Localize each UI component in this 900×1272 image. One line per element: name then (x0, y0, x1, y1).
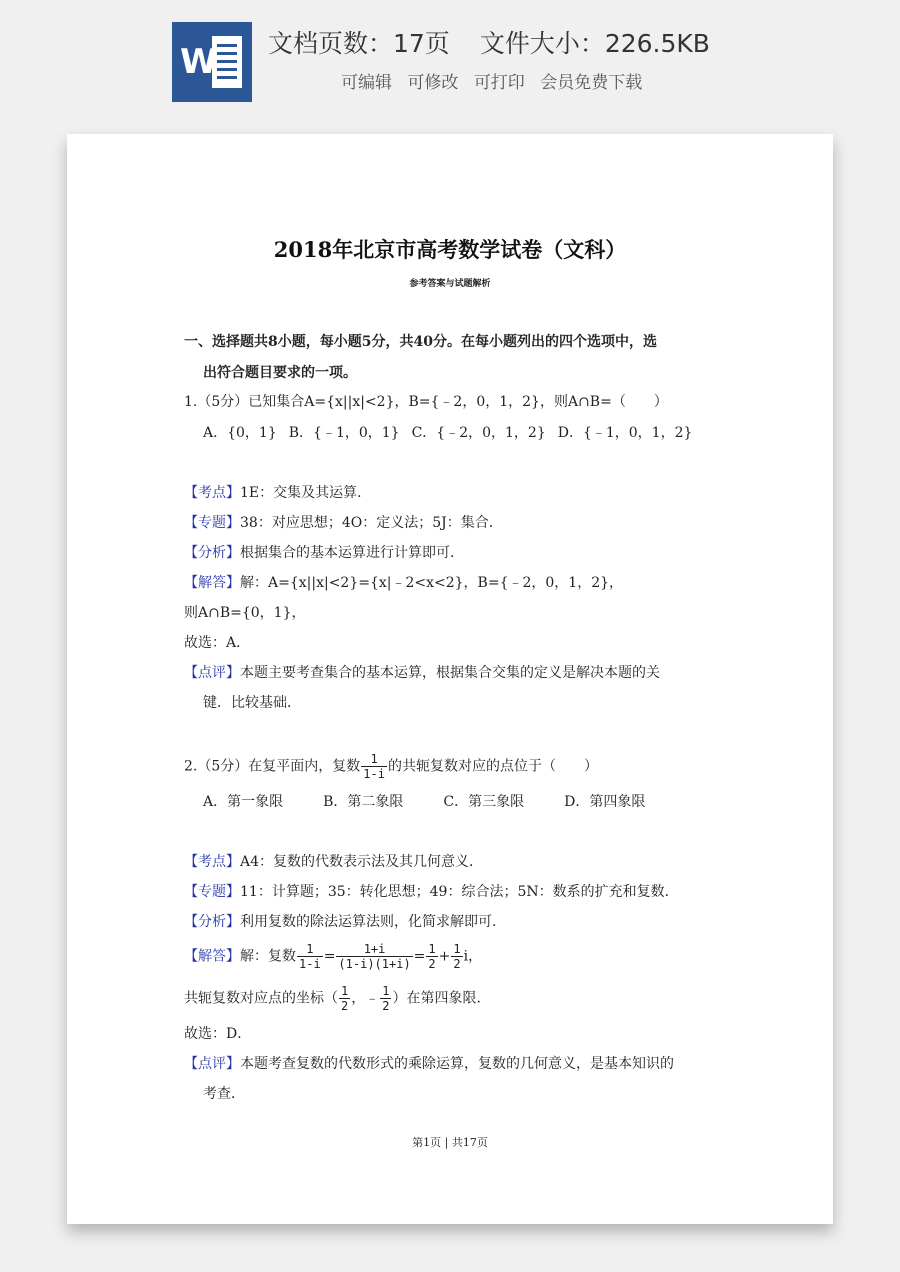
fraction: $\frac{1+i}{(1-i)(1+i)}$ (338, 942, 411, 971)
option-d: D．{﹣1，0，1，2} (557, 425, 693, 441)
q1-zhuanti: 【专题】38：对应思想；4O：定义法；5J：集合． (184, 515, 503, 531)
q1-fenxi: 【分析】根据集合的基本运算进行计算即可． (184, 545, 464, 561)
feature-printable: 可打印 (473, 73, 525, 93)
document-page (67, 134, 833, 1224)
word-document-icon: W (172, 22, 252, 102)
option-b: B．{﹣1，0，1} (288, 425, 400, 441)
q2-answer: 故选：D． (184, 1026, 252, 1042)
option-a: A．{0，1} (203, 425, 277, 441)
q1-jieda-2: 则A∩B={0，1}， (184, 605, 306, 621)
fraction: $\frac{1}{2}$ (428, 942, 436, 971)
download-banner (0, 0, 900, 120)
page-footer: 第1页 | 共17页 (412, 1136, 488, 1149)
q1-answer: 故选：A． (184, 635, 251, 651)
page-count: 文档页数：17页 (268, 29, 450, 58)
fraction: $\frac{1}{1-i}$ (299, 942, 321, 971)
option-b: B．第二象限 (323, 794, 404, 810)
q2-coordinate: 共轭复数对应点的坐标（ $\frac{1}{2}$ ，﹣ $\frac{1}{2}$ ）在第四象限． (184, 984, 491, 1013)
option-d: D．第四象限 (564, 794, 646, 810)
banner-title (268, 24, 710, 60)
option-c: C．{﹣2，0，1，2} (411, 425, 546, 441)
q1-jieda: 【解答】解：A={x||x|<2}={x|﹣2<x<2}，B={﹣2，0，1，2}， (184, 575, 624, 591)
q2-zhuanti: 【专题】11：计算题；35：转化思想；49：综合法；5N：数系的扩充和复数． (184, 884, 679, 900)
q2-fenxi: 【分析】利用复数的除法运算法则，化简求解即可． (184, 914, 506, 930)
document-title: 2018年北京市高考数学试卷（文科） (273, 237, 627, 262)
section-heading-cont: 出符合题目要求的一项。 (203, 365, 357, 381)
option-c: C．第三象限 (443, 794, 525, 810)
feature-list (341, 68, 652, 93)
question-1-stem: 1.（5分）已知集合A={x||x|<2}，B={﹣2，0，1，2}，则A∩B=（ ） (184, 394, 668, 410)
option-a: A．第一象限 (203, 794, 284, 810)
feature-modifiable: 可修改 (407, 73, 459, 93)
section-heading: 一、选择题共8小题，每小题5分，共40分。在每小题列出的四个选项中，选 (184, 334, 657, 350)
feature-member-download: 会员免费下载 (540, 73, 643, 93)
q2-kaodian: 【考点】A4：复数的代数表示法及其几何意义． (184, 854, 484, 870)
question-1-options (203, 423, 718, 443)
q2-dianping: 【点评】本题考查复数的代数形式的乘除运算，复数的几何意义，是基本知识的 (184, 1056, 674, 1072)
fraction: $\frac{1}{2}$ (341, 984, 349, 1013)
q1-dianping-2: 键．比较基础． (203, 695, 301, 711)
q1-dianping: 【点评】本题主要考查集合的基本运算，根据集合交集的定义是解决本题的关 (184, 665, 660, 681)
fraction: $\frac{1}{1-i}$ (363, 752, 385, 781)
fraction: $\frac{1}{2}$ (382, 984, 390, 1013)
document-subtitle: 参考答案与试题解析 (409, 279, 491, 289)
file-size: 文件大小：226.5KB (479, 29, 710, 58)
question-2-stem: 2.（5分）在复平面内，复数 $\frac{1}{1-i}$ 的共轭复数对应的点位于（ ） (184, 752, 598, 781)
q2-jieda: 【解答】解：复数 $\frac{1}{1-i}$ = $\frac{1+i}{(1-i)(1+i)}$ = $\frac{1}{2}$ + $\frac{1}{2}$ i， (184, 942, 483, 971)
question-2-options (203, 792, 671, 812)
feature-editable: 可编辑 (341, 73, 392, 93)
q2-dianping-2: 考查． (203, 1086, 245, 1102)
q1-kaodian: 【考点】1E：交集及其运算． (184, 485, 372, 501)
fraction: $\frac{1}{2}$ (453, 942, 461, 971)
